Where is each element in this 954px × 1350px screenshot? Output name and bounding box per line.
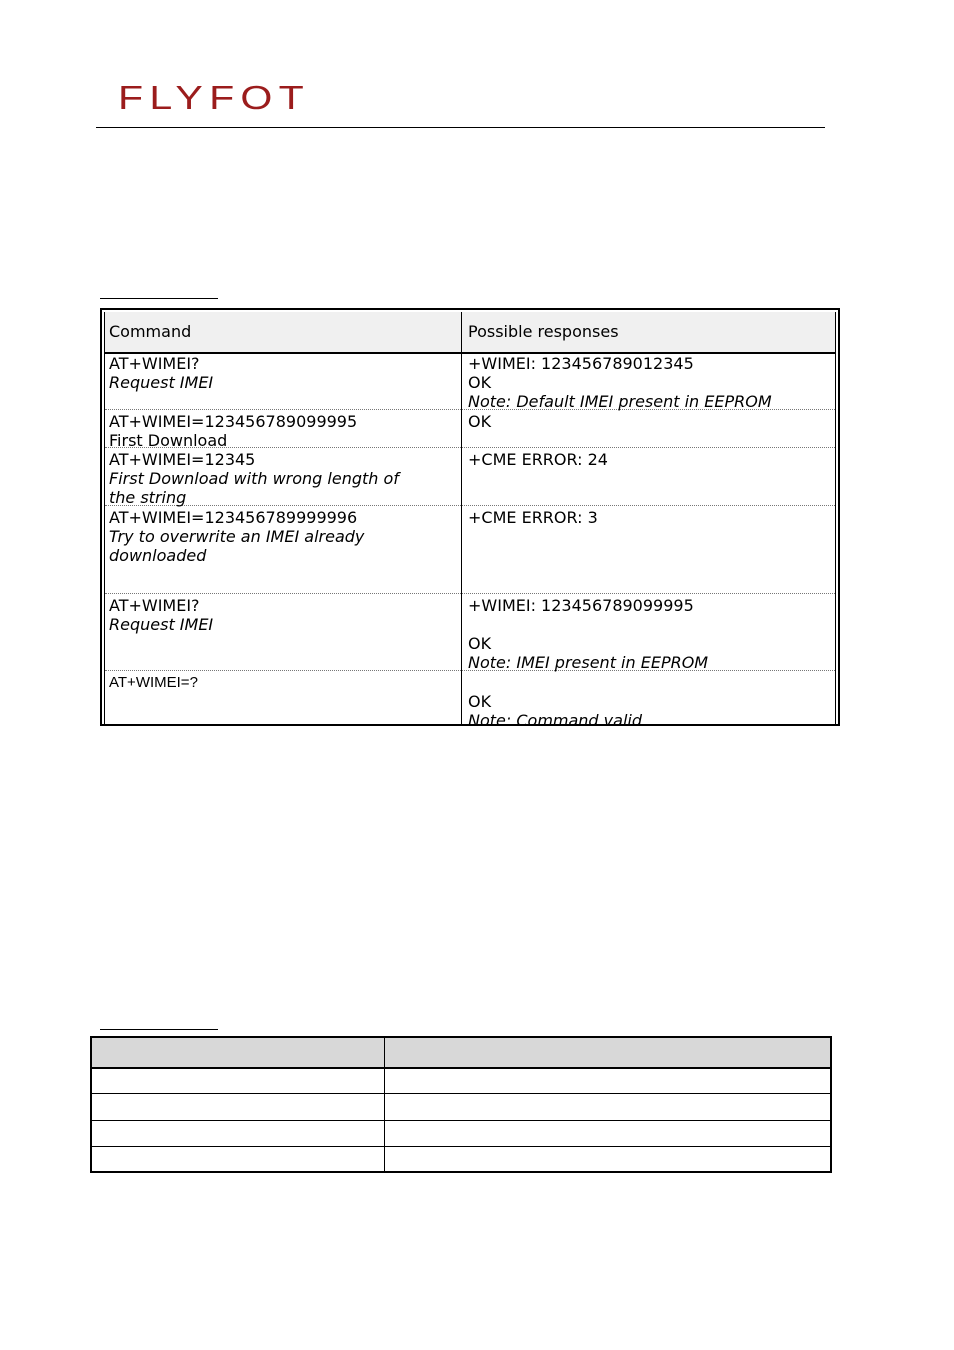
response-text: OK xyxy=(468,373,492,392)
error-table-header xyxy=(92,1038,830,1069)
column-divider xyxy=(461,312,462,724)
command-text: AT+WIMEI=12345 xyxy=(109,450,256,469)
response-text: +CME ERROR: 24 xyxy=(468,450,608,469)
header-rule xyxy=(96,127,825,128)
response-cell xyxy=(468,450,608,469)
response-note: Note: IMEI present in EEPROM xyxy=(468,653,709,672)
table-row xyxy=(109,412,357,450)
command-text: AT+WIMEI=123456789999996 xyxy=(109,508,358,527)
response-cell xyxy=(468,354,772,411)
table-row xyxy=(92,1094,830,1121)
error-table xyxy=(90,1036,832,1173)
command-text: AT+WIMEI=? xyxy=(109,674,198,691)
command-note: downloaded xyxy=(109,546,207,565)
command-note: First Download xyxy=(109,431,228,450)
response-text: OK xyxy=(468,412,492,431)
header-responses: Possible responses xyxy=(468,322,619,341)
response-note: Note: Default IMEI present in EEPROM xyxy=(468,392,772,411)
command-note: Request IMEI xyxy=(109,373,214,392)
command-text: AT+WIMEI=123456789099995 xyxy=(109,412,358,431)
response-text: +WIMEI: 123456789012345 xyxy=(468,354,694,373)
table-row xyxy=(109,354,213,392)
table-row xyxy=(92,1121,830,1147)
header-command: Command xyxy=(109,322,192,341)
command-text: AT+WIMEI? xyxy=(109,354,200,373)
table-header xyxy=(105,312,835,354)
command-note: Request IMEI xyxy=(109,615,214,634)
table-row xyxy=(109,596,213,634)
response-cell xyxy=(468,673,642,730)
example-table xyxy=(100,308,840,730)
table-row xyxy=(92,1067,830,1094)
response-text: OK xyxy=(468,692,492,711)
flyfot-logo xyxy=(118,83,312,111)
column-divider xyxy=(384,1038,385,1171)
table-row xyxy=(109,508,364,565)
response-cell xyxy=(468,412,491,431)
response-note: Note: Command valid xyxy=(468,711,642,730)
command-note: the string xyxy=(109,488,187,507)
response-cell xyxy=(468,508,598,527)
response-text: OK xyxy=(468,634,492,653)
response-text: +CME ERROR: 3 xyxy=(468,508,598,527)
command-note: Try to overwrite an IMEI already xyxy=(109,527,365,546)
row-separator xyxy=(105,593,835,594)
section-underline xyxy=(100,298,218,299)
section-underline xyxy=(100,1029,218,1030)
response-cell xyxy=(468,596,708,672)
logo-text: FLYFOT xyxy=(118,83,310,111)
table-row xyxy=(109,673,198,692)
table-row xyxy=(109,450,399,507)
command-note: First Download with wrong length of xyxy=(109,469,399,488)
response-text: +WIMEI: 123456789099995 xyxy=(468,596,694,615)
command-text: AT+WIMEI? xyxy=(109,596,200,615)
